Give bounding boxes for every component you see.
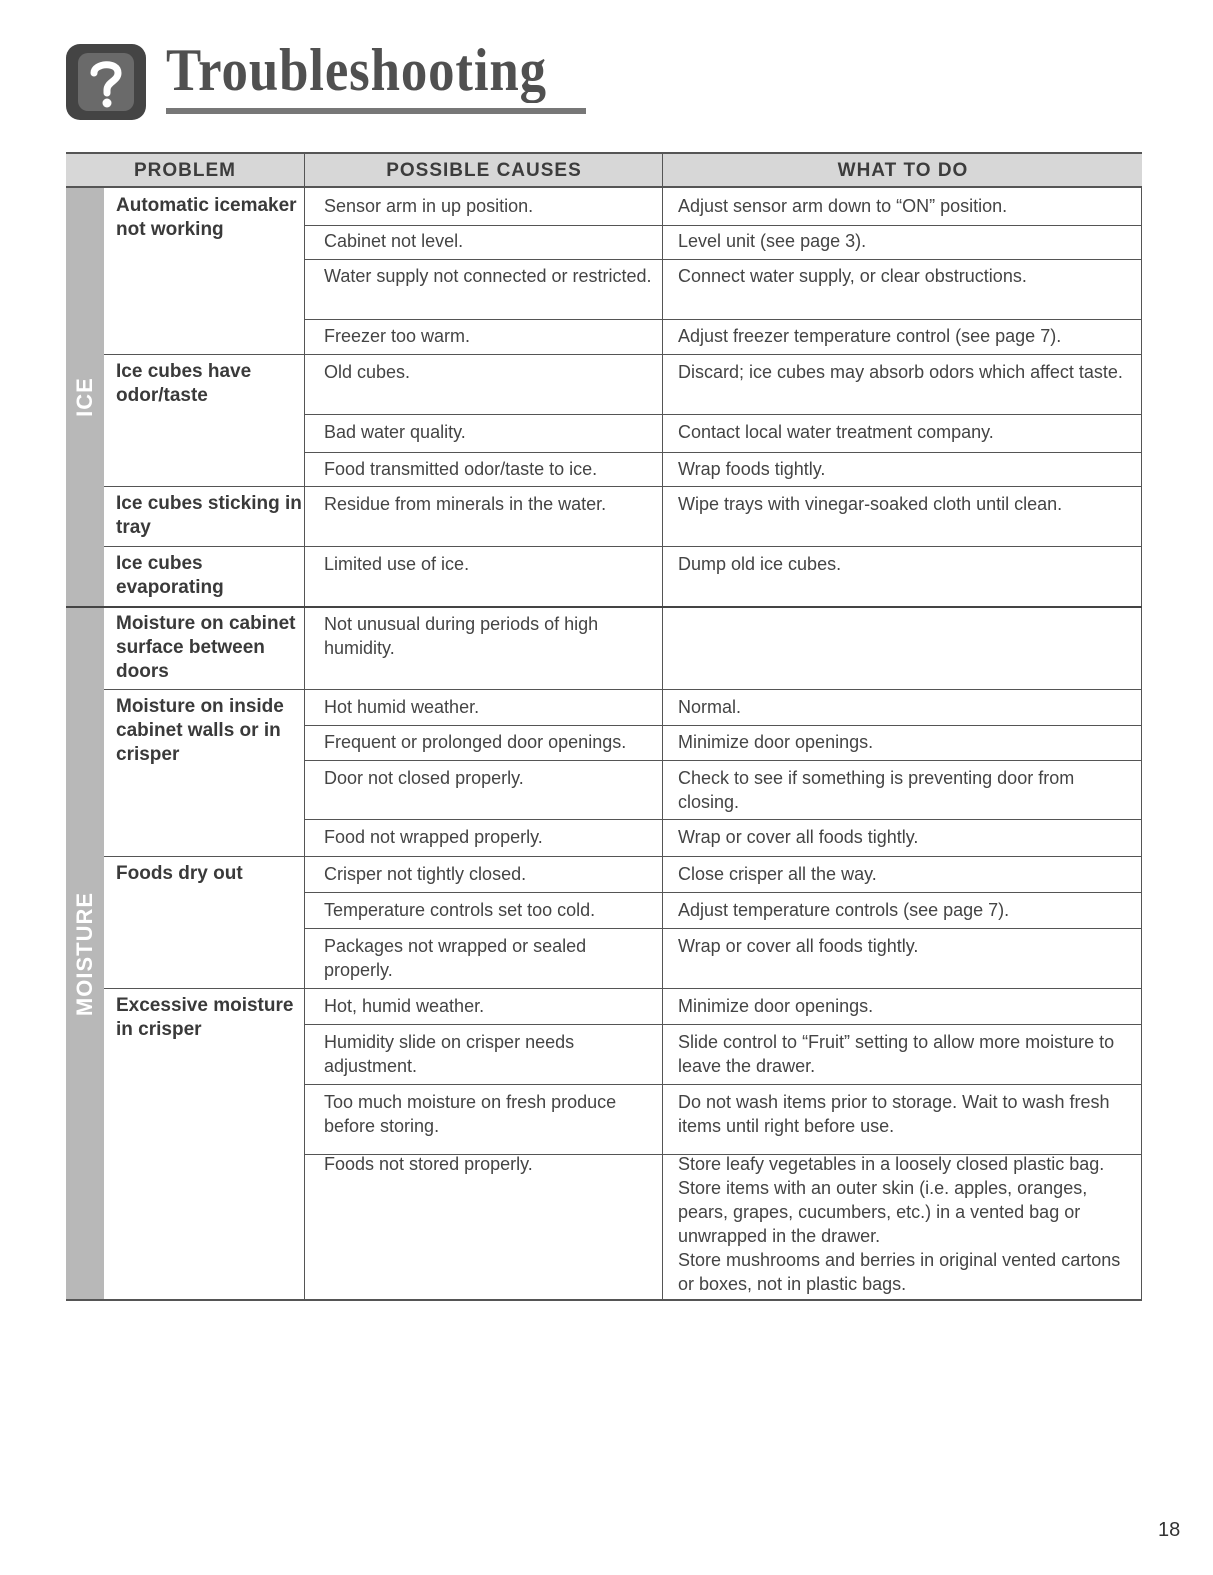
problem-cell: Ice cubes sticking in tray [116,493,302,538]
action-cell [678,457,1138,481]
cause-cell: Hot humid weather. [324,697,480,717]
cause-cell: Cabinet not level. [324,231,464,251]
action-cell [678,730,1138,754]
cause-cell: Not unusual during periods of high humidity. [324,614,599,658]
action-line: Minimize door openings. [678,996,874,1016]
cause-cell: Humidity slide on crisper needs adjustment. [324,1032,575,1076]
action-cell [678,229,1138,253]
group-divider [104,988,1142,989]
cause-cell: Hot, humid weather. [324,996,485,1016]
action-line: Minimize door openings. [678,732,874,752]
action-cell [678,552,1138,576]
cause-cell: Packages not wrapped or sealed properly. [324,936,587,980]
cause-cell: Old cubes. [324,362,411,382]
row-divider [304,760,1142,761]
action-cell [678,934,1138,958]
action-line: Store leafy vegetables in a loosely closed plastic bag. [678,1154,1105,1174]
action-cell [678,1152,1138,1296]
problem-cell: Excessive moisture in crisper [116,995,294,1040]
page-number: 18 [1158,1519,1181,1541]
action-line: Slide control to “Fruit” setting to allow more moisture to leave the drawer. [678,1032,1115,1076]
action-line: Store mushrooms and berries in original vented cartons or boxes, not in plastic bags. [678,1250,1121,1294]
action-cell [678,360,1138,384]
cause-cell: Food transmitted odor/taste to ice. [324,459,598,479]
page-title: Troubleshooting [166,37,547,103]
action-line: Close crisper all the way. [678,864,877,884]
cause-cell: Bad water quality. [324,422,466,442]
action-line: Store items with an outer skin (i.e. apples, oranges, pears, grapes, cucumbers, etc.) in a vented bag or unwrapped in the drawer. [678,1178,1088,1246]
row-divider [304,452,1142,453]
action-line: Contact local water treatment company. [678,422,994,442]
action-line: Wipe trays with vinegar-soaked cloth until clean. [678,494,1063,514]
row-divider [304,892,1142,893]
row-divider [304,319,1142,320]
title-underline [166,108,586,114]
group-divider [104,354,1142,355]
action-cell [678,324,1138,348]
cause-cell: Water supply not connected or restricted. [324,266,652,286]
row-divider [304,819,1142,820]
action-line: Adjust temperature controls (see page 7). [678,900,1010,920]
group-divider [104,486,1142,487]
problem-cell: Moisture on inside cabinet walls or in crisper [116,696,284,765]
cause-cell: Residue from minerals in the water. [324,494,607,514]
row-divider [304,414,1142,415]
section-tab-ice [66,188,104,606]
cause-cell: Crisper not tightly closed. [324,864,527,884]
action-line: Wrap foods tightly. [678,459,826,479]
cause-cell: Freezer too warm. [324,326,471,346]
problem-cell: Automatic icemaker not working [116,195,297,240]
troubleshooting-table [66,152,1142,1301]
action-line: Normal. [678,697,742,717]
cause-cell: Food not wrapped properly. [324,827,543,847]
action-line: Level unit (see page 3). [678,231,867,251]
action-cell [678,1030,1138,1078]
cause-cell: Too much moisture on fresh produce before storing. [324,1092,617,1136]
action-line: Adjust freezer temperature control (see page 7). [678,326,1062,346]
section-label-moisture: MOISTURE [72,891,97,1016]
group-divider [104,546,1142,547]
action-cell [678,862,1138,886]
section-label-ice: ICE [72,377,97,417]
action-cell [678,825,1138,849]
action-cell [678,264,1138,288]
cause-cell: Temperature controls set too cold. [324,900,596,920]
header-problem: PROBLEM [134,160,236,181]
group-divider [104,689,1142,690]
group-divider [104,856,1142,857]
action-line: Do not wash items prior to storage. Wait to wash fresh items until right before use. [678,1092,1110,1136]
row-divider [304,259,1142,260]
problem-cell: Moisture on cabinet surface between doors [116,613,296,682]
action-cell [678,1090,1138,1138]
action-cell [678,492,1138,516]
row-divider [304,1024,1142,1025]
problem-cell: Ice cubes evaporating [116,553,224,598]
cause-cell: Limited use of ice. [324,554,470,574]
action-cell [678,420,1138,444]
problem-cell: Foods dry out [116,863,243,884]
cause-cell: Door not closed properly. [324,768,524,788]
action-line: Adjust sensor arm down to “ON” position. [678,196,1008,216]
action-line: Connect water supply, or clear obstructions. [678,266,1027,286]
row-divider [304,225,1142,226]
row-divider [304,928,1142,929]
action-line: Dump old ice cubes. [678,554,842,574]
section-tab-moisture [66,608,104,1299]
action-cell [678,766,1138,814]
problem-cell: Ice cubes have odor/taste [116,361,252,406]
row-divider [304,1084,1142,1085]
action-line: Wrap or cover all foods tightly. [678,827,919,847]
row-divider [304,725,1142,726]
action-line: Wrap or cover all foods tightly. [678,936,919,956]
action-line: Discard; ice cubes may absorb odors which affect taste. [678,362,1123,382]
action-cell [678,194,1138,218]
section-divider [66,606,1142,608]
cause-cell: Sensor arm in up position. [324,196,534,216]
action-cell [678,898,1138,922]
page-header [66,37,547,128]
cause-cell: Foods not stored properly. [324,1154,533,1174]
table-header [66,152,1142,188]
action-cell [678,994,1138,1018]
header-possible-causes: POSSIBLE CAUSES [304,154,663,186]
cause-cell: Frequent or prolonged door openings. [324,732,627,752]
action-line: Check to see if something is preventing door from closing. [678,768,1075,812]
header-what-to-do: WHAT TO DO [662,154,1143,186]
question-mark-icon [66,44,146,120]
action-cell [678,695,1138,719]
